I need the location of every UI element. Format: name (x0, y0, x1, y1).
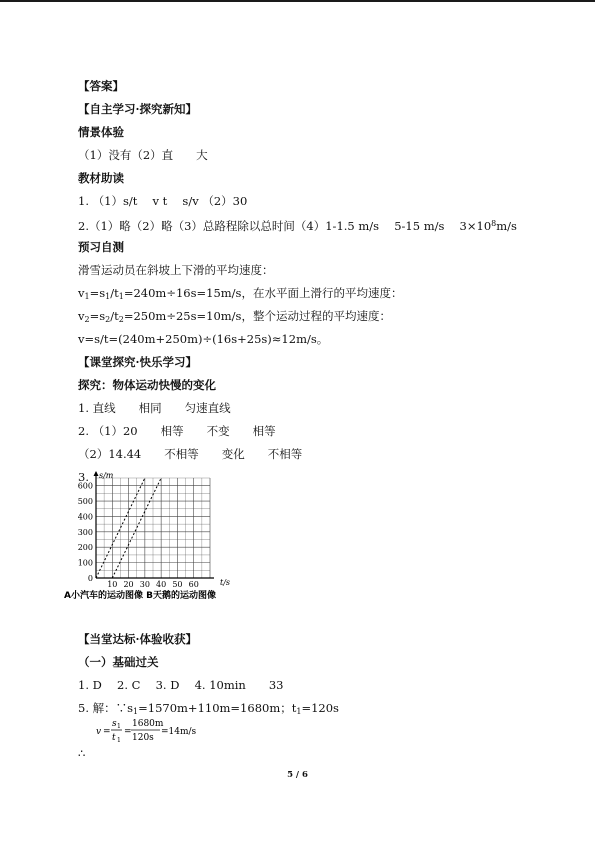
preview-line-3: $v_2=s_2/t_2=250m\div 25s=10m/s$，整个运动过程的平均速度： (78, 309, 391, 324)
x-axis-label: t/s (220, 578, 231, 587)
basic-line-2: 5. 解：$\because s_1=1570m+110m=1680m$；$t_1=120s$ (78, 701, 339, 716)
y-tick-labels (78, 482, 93, 583)
class-heading: 【课堂探究·快乐学习】 (78, 355, 198, 369)
formula-result: =14m/s (161, 727, 197, 737)
motion-graph (64, 470, 250, 605)
x-tick-label: 30 (139, 580, 150, 589)
textbook-line-1: 1. （1）s/t v t s/v （2）30 (78, 194, 248, 208)
formula-den: 120s (132, 733, 154, 743)
y-tick-label: 200 (77, 543, 93, 553)
situation-title: 情景体验 (78, 125, 124, 139)
page-number: 5 / 6 (287, 770, 308, 780)
y-tick-label: 600 (77, 481, 93, 491)
chart-axes (94, 471, 215, 578)
explore-line-4: 3. (78, 470, 89, 484)
situation-answer: （1）没有（2）直 大 (78, 148, 208, 162)
preview-line-1: 滑雪运动员在斜坡上下滑的平均速度： (78, 263, 274, 277)
y-tick-label: 400 (77, 512, 93, 522)
formula-v: v (96, 727, 102, 737)
explore-title: 探究：物体运动快慢的变化 (78, 378, 216, 392)
chart-caption: A小汽车的运动图像 B天鹅的运动图像 (64, 591, 216, 601)
x-tick-labels (107, 580, 199, 589)
x-tick-label: 40 (156, 580, 167, 589)
preview-title: 预习自测 (78, 240, 124, 254)
preview-line-4: v=s/t=(240m+250m)÷(16s+25s)≈12m/s。 (78, 332, 329, 346)
chart-grid (96, 478, 210, 578)
basic-title: （一）基础过关 (78, 655, 159, 669)
x-tick-label: 10 (107, 580, 118, 589)
top-rule (0, 0, 595, 2)
preview-line-2: $v_1=s_1/t_1=240m\div 16s=15m/s$，在水平面上滑行的平均速度： (78, 286, 403, 301)
y-axis-arrow (94, 471, 99, 476)
svg-text:=: = (124, 727, 132, 737)
textbook-title: 教材助读 (78, 171, 124, 185)
explore-line-1: 1. 直线 相同 匀速直线 (78, 401, 231, 415)
y-tick-label: 500 (77, 497, 93, 507)
speed-formula (94, 712, 224, 746)
textbook-line-2: 2.（1）略（2）略（3）总路程除以总时间（4）1-1.5 m/s 5-15 m/s $3\times 10^8m/s$ (78, 219, 517, 233)
formula-s: s (112, 719, 117, 729)
self-study-heading: 【自主学习·探究新知】 (78, 102, 198, 116)
formula-t: t (112, 733, 116, 743)
therefore-symbol: ∴ (78, 746, 86, 760)
y-tick-label: 0 (87, 574, 93, 583)
y-tick-label: 300 (77, 527, 93, 537)
svg-text:=: = (103, 727, 111, 737)
answer-heading: 【答案】 (78, 79, 124, 93)
explore-line-2: 2. （1）20 相等 不变 相等 (78, 424, 276, 438)
y-axis-label: s/m (99, 471, 114, 480)
x-tick-label: 20 (123, 580, 134, 589)
basic-line-1: 1. D 2. C 3. D 4. 10min 33 (78, 678, 284, 692)
class-test-heading: 【当堂达标·体验收获】 (78, 632, 198, 646)
formula-t-sub: 1 (117, 737, 121, 744)
x-tick-label: 50 (172, 580, 183, 589)
formula-num: 1680m (132, 719, 164, 729)
formula-s-sub: 1 (117, 723, 121, 730)
y-tick-label: 100 (77, 558, 93, 568)
x-tick-label: 60 (188, 580, 199, 589)
explore-line-3: （2）14.44 不相等 变化 不相等 (78, 447, 303, 461)
